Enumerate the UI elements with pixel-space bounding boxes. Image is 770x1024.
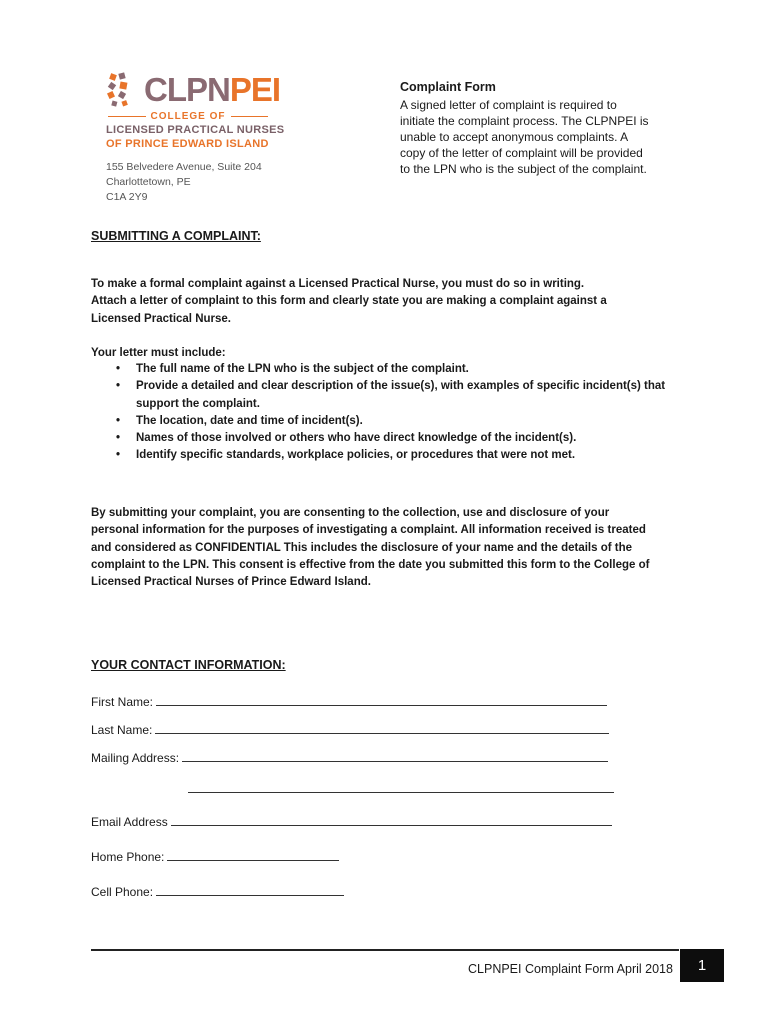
requirements-list xyxy=(91,361,681,465)
contact-heading: YOUR CONTACT INFORMATION: xyxy=(91,658,286,672)
intro-line: A signed letter of complaint is required to xyxy=(400,98,617,112)
address xyxy=(106,160,286,205)
list-intro: Your letter must include: xyxy=(91,347,226,359)
intro-line: unable to accept anonymous complaints. A xyxy=(400,130,629,144)
intro-line: copy of the letter of complaint will be provided xyxy=(400,146,643,160)
cell-phone-label: Cell Phone: xyxy=(91,885,154,899)
page-number: 1 xyxy=(680,949,724,982)
first-name-input[interactable] xyxy=(156,693,607,706)
paragraph-line: Licensed Practical Nurse. xyxy=(91,312,231,325)
mailing-address-line-2[interactable] xyxy=(188,792,614,793)
home-phone-input[interactable] xyxy=(167,848,339,861)
address-line: C1A 2Y9 xyxy=(106,191,148,203)
last-name-label: Last Name: xyxy=(91,723,153,737)
mailing-address-field xyxy=(91,749,608,766)
consent-line: and considered as CONFIDENTIAL This includes the disclosure of your name and the details of the xyxy=(91,541,633,554)
clpnpei-logo xyxy=(106,72,286,205)
address-line: Charlottetown, PE xyxy=(106,176,191,188)
logo-wordmark xyxy=(144,72,280,108)
submitting-heading: SUBMITTING A COMPLAINT: xyxy=(91,229,261,243)
footer-text: CLPNPEI Complaint Form April 2018 xyxy=(468,962,673,976)
home-phone-label: Home Phone: xyxy=(91,850,165,864)
first-name-label: First Name: xyxy=(91,695,154,709)
list-item: • Provide a detailed and clear description of the issue(s), with examples of specific incident(s) that support the complaint. xyxy=(91,378,681,413)
logo-mark-icon xyxy=(106,72,140,108)
mailing-address-label: Mailing Address: xyxy=(91,751,180,765)
last-name-field xyxy=(91,721,609,738)
complaint-form-intro xyxy=(400,79,680,177)
mailing-address-input[interactable] xyxy=(182,749,608,762)
submitting-paragraph xyxy=(91,276,691,328)
list-item: • The full name of the LPN who is the subject of the complaint. xyxy=(91,361,681,378)
wordmark-pei: PEI xyxy=(229,71,281,108)
cell-phone-input[interactable] xyxy=(156,883,344,896)
consent-line: Licensed Practical Nurses of Prince Edward Island. xyxy=(91,576,371,589)
form-title: Complaint Form xyxy=(400,80,496,94)
last-name-input[interactable] xyxy=(155,721,609,734)
paragraph-line: To make a formal complaint against a Licensed Practical Nurse, you must do so in writing. xyxy=(91,278,585,290)
college-of-label xyxy=(108,111,268,122)
consent-line: personal information for the purposes of investigating a complaint. All information received is treated xyxy=(91,524,646,537)
consent-line: By submitting your complaint, you are consenting to the collection, use and disclosure of your xyxy=(91,507,610,519)
paragraph-line: Attach a letter of complaint to this form and clearly state you are making a complaint against a xyxy=(91,295,607,308)
logo-line2: OF PRINCE EDWARD ISLAND xyxy=(106,138,269,150)
consent-line: complaint to the LPN. This consent is effective from the date you submitted this form to the College of xyxy=(91,558,650,571)
intro-line: initiate the complaint process. The CLPNPEI is xyxy=(400,114,649,128)
first-name-field xyxy=(91,693,607,710)
cell-phone-field xyxy=(91,883,344,900)
email-input[interactable] xyxy=(171,813,612,826)
address-line: 155 Belvedere Avenue, Suite 204 xyxy=(106,161,262,173)
logo-line1: LICENSED PRACTICAL NURSES xyxy=(106,124,285,136)
wordmark-clpn: CLPN xyxy=(144,71,230,108)
home-phone-field xyxy=(91,848,339,865)
intro-line: to the LPN who is the subject of the complaint. xyxy=(400,162,647,176)
email-field xyxy=(91,813,612,830)
college-of-text: COLLEGE OF xyxy=(150,111,226,122)
list-item: • The location, date and time of incident(s). xyxy=(91,413,681,430)
consent-paragraph xyxy=(91,505,691,591)
footer-divider xyxy=(91,949,679,951)
list-item: • Identify specific standards, workplace policies, or procedures that were not met. xyxy=(91,447,681,464)
list-item: • Names of those involved or others who have direct knowledge of the incident(s). xyxy=(91,430,681,447)
email-label: Email Address xyxy=(91,815,168,829)
